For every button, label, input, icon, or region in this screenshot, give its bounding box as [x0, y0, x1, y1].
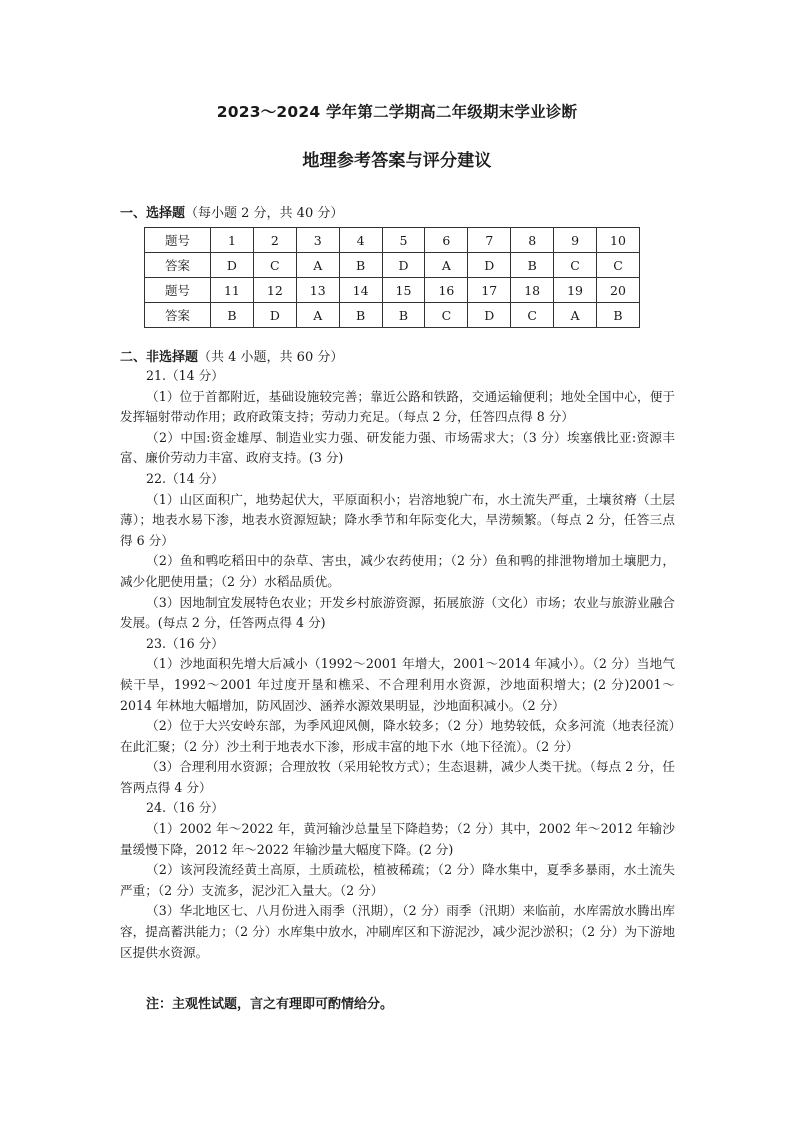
answer-paragraph: （3）华北地区七、八月份进入雨季（汛期），（2 分）雨季（汛期）来临前，水库需放水腾出库容，提高蓄洪能力；（2 分）水库集中放水，冲刷库区和下游泥沙，减少泥沙淤积；（2 分）为下游地区提供水资源。	[120, 903, 675, 960]
table-row-header: 答案	[145, 303, 211, 328]
table-row	[145, 253, 640, 278]
table-cell: 4	[339, 228, 382, 253]
page-title: 2023～2024 学年第二学期高二年级期末学业诊断	[216, 103, 578, 121]
table-cell: C	[253, 253, 296, 278]
table-cell: 15	[382, 278, 425, 303]
table-cell: 20	[597, 278, 640, 303]
table-cell: C	[511, 303, 554, 328]
table-cell: B	[211, 303, 254, 328]
table-cell: D	[253, 303, 296, 328]
table-row	[145, 278, 640, 303]
footnote: 注：主观性试题，言之有理即可酌情给分。	[146, 997, 394, 1012]
table-cell: 3	[296, 228, 339, 253]
table-cell: 12	[253, 278, 296, 303]
table-cell: 7	[468, 228, 511, 253]
table-cell: B	[339, 303, 382, 328]
table-cell: A	[425, 253, 468, 278]
table-cell: 1	[211, 228, 254, 253]
answer-paragraph: （1）位于首都附近，基础设施较完善；靠近公路和铁路，交通运输便利；地处全国中心，便于发挥辐射带动作用；政府政策支持；劳动力充足。（每点 2 分，任答四点得 8 分）	[120, 388, 675, 425]
section-choice-note: （每小题 2 分，共 40 分）	[185, 206, 344, 221]
table-cell: B	[511, 253, 554, 278]
answer-paragraph: （1）山区面积广，地势起伏大，平原面积小；岩溶地貌广布，水土流失严重，土壤贫瘠（土层薄）；地表水易下渗，地表水资源短缺；降水季节和年际变化大，旱涝频繁。（每点 2 分，任答三点得 6 分）	[120, 491, 675, 548]
answer-paragraph: （2）该河段流经黄土高原，土质疏松，植被稀疏；（2 分）降水集中，夏季多暴雨，水土流失严重；（2 分）支流多，泥沙汇入量大。（2 分）	[120, 862, 675, 898]
section-nonchoice-title: 二、非选择题	[120, 350, 199, 365]
answer-table	[144, 227, 640, 328]
table-cell: D	[468, 303, 511, 328]
table-cell: D	[468, 253, 511, 278]
table-cell: B	[382, 303, 425, 328]
table-cell: 18	[511, 278, 554, 303]
table-cell: B	[339, 253, 382, 278]
table-cell: 6	[425, 228, 468, 253]
page-subtitle: 地理参考答案与评分建议	[302, 151, 492, 171]
section-choice-heading	[120, 202, 343, 221]
answer-paragraph: （2）鱼和鸭吃稻田中的杂草、害虫，减少农药使用；（2 分）鱼和鸭的排泄物增加土壤肥力，减少化肥使用量；（2 分）水稻品质优。	[120, 553, 675, 589]
table-cell: 13	[296, 278, 339, 303]
table-row-header: 题号	[145, 278, 211, 303]
question-heading: 22.（14 分）	[146, 470, 224, 486]
table-cell: 10	[597, 228, 640, 253]
table-cell: A	[296, 253, 339, 278]
answer-body	[120, 366, 675, 963]
table-cell: D	[382, 253, 425, 278]
table-cell: 9	[554, 228, 597, 253]
table-cell: 2	[253, 228, 296, 253]
table-cell: 17	[468, 278, 511, 303]
table-cell: C	[597, 253, 640, 278]
table-row-header: 题号	[145, 228, 211, 253]
answer-paragraph: （3）因地制宜发展特色农业；开发乡村旅游资源，拓展旅游（文化）市场；农业与旅游业融合发展。(每点 2 分，任答两点得 4 分)	[120, 594, 675, 631]
table-cell: C	[554, 253, 597, 278]
answer-paragraph: （1）2002 年～2022 年，黄河输沙总量呈下降趋势；（2 分）其中，2002 年～2012 年输沙量缓慢下降，2012 年～2022 年输沙量大幅度下降。(2 分)	[120, 821, 675, 857]
table-cell: 16	[425, 278, 468, 303]
answer-paragraph: （2）位于大兴安岭东部，为季风迎风侧，降水较多；（2 分）地势较低，众多河流（地表径流）在此汇聚；（2 分）沙土利于地表水下渗，形成丰富的地下水（地下径流）。（2 分）	[120, 718, 675, 754]
section-nonchoice-heading	[120, 346, 343, 365]
table-cell: 19	[554, 278, 597, 303]
table-cell: 5	[382, 228, 425, 253]
section-choice-title: 一、选择题	[120, 206, 186, 221]
section-nonchoice-note: （共 4 小题，共 60 分）	[198, 350, 344, 365]
answer-paragraph: （1）沙地面积先增大后减小（1992～2001 年增大，2001～2014 年减小）。（2 分）当地气候干旱，1992～2001 年过度开垦和樵采、不合理利用水资源，沙地面积增大；(2 分)2001～2014 年林地大幅增加，防风固沙、涵养水源效果明显，沙地面积减小。（2 分）	[120, 656, 675, 713]
table-cell: B	[597, 303, 640, 328]
answer-paragraph: （2）中国:资金雄厚、制造业实力强、研发能力强、市场需求大；（3 分）埃塞俄比亚:资源丰富、廉价劳动力丰富、政府支持。(3 分)	[120, 429, 675, 466]
table-row	[145, 228, 640, 253]
table-row	[145, 303, 640, 328]
question-heading: 24.（16 分）	[146, 800, 224, 816]
table-cell: A	[554, 303, 597, 328]
table-cell: 14	[339, 278, 382, 303]
answer-paragraph: （3）合理利用水资源；合理放牧（采用轮牧方式）；生态退耕，减少人类干扰。（每点 2 分，任答两点得 4 分）	[120, 759, 675, 795]
table-cell: D	[211, 253, 254, 278]
question-heading: 21.（14 分）	[146, 368, 224, 383]
table-cell: 11	[211, 278, 254, 303]
table-row-header: 答案	[145, 253, 211, 278]
table-cell: C	[425, 303, 468, 328]
table-cell: 8	[511, 228, 554, 253]
question-heading: 23.（16 分）	[146, 635, 224, 651]
table-cell: A	[296, 303, 339, 328]
